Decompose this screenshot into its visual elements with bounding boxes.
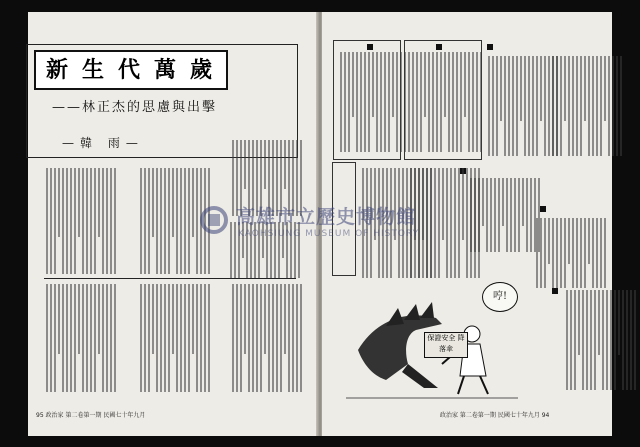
text-line: [196, 168, 198, 274]
text-line: [616, 56, 618, 156]
text-line: [584, 218, 586, 288]
text-line: [528, 56, 530, 156]
text-line: [584, 56, 586, 121]
text-line: [248, 284, 250, 392]
text-line: [412, 52, 414, 152]
text-line: [564, 56, 566, 121]
text-line: [400, 52, 402, 152]
watermark-subtitle: KAOHSIUNG MUSEUM OF HISTORY: [238, 229, 420, 239]
cartoon-sign: 保證安全 降落傘: [424, 332, 468, 358]
text-line: [572, 218, 574, 288]
text-line: [580, 56, 582, 156]
text-line: [344, 52, 346, 152]
text-line: [276, 284, 278, 392]
text-line: [520, 56, 522, 121]
text-line: [436, 52, 438, 152]
text-line: [432, 52, 434, 152]
text-line: [82, 284, 84, 392]
text-line: [244, 140, 246, 189]
text-line: [460, 52, 462, 152]
text-line: [608, 56, 610, 156]
text-line: [536, 218, 538, 288]
text-line: [384, 52, 386, 152]
text-line: [140, 168, 142, 274]
text-line: [548, 56, 550, 156]
text-line: [512, 56, 514, 156]
section-marker: [552, 288, 558, 294]
text-line: [488, 56, 490, 156]
article-subtitle: ——林正杰的思慮與出擊: [52, 100, 218, 115]
speech-bubble: 哼!: [482, 282, 518, 312]
text-line: [176, 168, 178, 274]
text-line: [148, 284, 150, 392]
text-line: [594, 290, 596, 390]
text-line: [518, 178, 520, 252]
text-line: [90, 284, 92, 392]
text-line: [376, 52, 378, 152]
text-line: [532, 56, 534, 156]
text-line: [568, 218, 570, 264]
text-line: [188, 168, 190, 274]
article-author: —韓 雨—: [62, 136, 144, 150]
text-line: [560, 218, 562, 288]
text-line: [634, 290, 636, 390]
text-line: [172, 168, 174, 237]
text-line: [404, 52, 406, 152]
text-line: [272, 284, 274, 392]
text-line: [540, 56, 542, 121]
text-line: [448, 52, 450, 152]
text-line: [574, 290, 576, 390]
text-line: [284, 284, 286, 354]
text-line: [352, 52, 354, 117]
text-line: [408, 52, 410, 152]
text-line: [544, 56, 546, 156]
text-line: [556, 56, 558, 156]
section-marker: [487, 44, 493, 50]
text-line: [592, 218, 594, 288]
text-line: [180, 284, 182, 392]
text-line: [536, 56, 538, 156]
text-line: [348, 52, 350, 152]
section-marker: [436, 44, 442, 50]
text-line: [260, 284, 262, 392]
text-line: [490, 178, 492, 252]
text-line: [604, 56, 606, 121]
text-line: [544, 218, 546, 288]
text-line: [54, 284, 56, 392]
text-line: [208, 284, 210, 392]
text-line: [102, 284, 104, 392]
text-line: [160, 284, 162, 392]
text-line: [54, 168, 56, 274]
text-line: [492, 56, 494, 156]
text-line: [110, 284, 112, 392]
text-line: [62, 168, 64, 274]
text-line: [264, 284, 266, 354]
text-line: [610, 290, 612, 390]
text-line: [152, 168, 154, 237]
text-line: [496, 56, 498, 156]
text-line: [74, 284, 76, 392]
text-line: [580, 218, 582, 288]
text-line: [78, 284, 80, 354]
column-divider: [44, 278, 296, 279]
text-line: [268, 284, 270, 392]
text-line: [570, 290, 572, 390]
text-line: [552, 56, 554, 156]
text-column-block: [488, 56, 558, 156]
text-line: [444, 52, 446, 117]
text-line: [78, 168, 80, 237]
text-line: [588, 218, 590, 264]
text-column-block: [232, 284, 302, 392]
text-line: [148, 168, 150, 274]
text-line: [144, 284, 146, 392]
text-line: [356, 52, 358, 152]
text-column-block: [140, 284, 210, 392]
text-line: [568, 56, 570, 156]
text-line: [502, 178, 504, 226]
text-line: [470, 178, 472, 252]
text-line: [50, 168, 52, 274]
text-line: [596, 218, 598, 288]
text-line: [588, 56, 590, 156]
text-line: [156, 284, 158, 392]
text-line: [564, 218, 566, 288]
text-line: [526, 178, 528, 252]
text-line: [204, 284, 206, 392]
text-line: [466, 168, 468, 278]
text-line: [176, 284, 178, 392]
text-line: [622, 290, 624, 390]
text-line: [144, 168, 146, 274]
text-line: [530, 178, 532, 252]
text-line: [372, 52, 374, 117]
text-line: [596, 56, 598, 156]
text-column-block: [566, 290, 636, 390]
text-line: [340, 52, 342, 152]
text-line: [240, 284, 242, 392]
text-line: [102, 168, 104, 274]
text-line: [504, 56, 506, 156]
text-line: [70, 168, 72, 274]
text-line: [388, 52, 390, 152]
text-line: [94, 284, 96, 392]
left-page-footer: 95 政治家 第二卷第一期 民國七十年九月: [36, 412, 146, 419]
text-line: [74, 168, 76, 274]
text-line: [114, 168, 116, 274]
text-line: [456, 52, 458, 152]
text-line: [46, 284, 48, 392]
text-line: [494, 178, 496, 252]
text-line: [284, 140, 286, 189]
text-line: [606, 290, 608, 390]
text-line: [572, 56, 574, 156]
text-line: [582, 290, 584, 390]
text-line: [164, 168, 166, 274]
text-column-block: [46, 284, 116, 392]
text-line: [196, 284, 198, 392]
text-line: [62, 284, 64, 392]
text-column-block: [46, 168, 116, 274]
article-title: 新生代萬歲: [46, 57, 227, 83]
text-line: [420, 52, 422, 152]
text-column-block: [536, 218, 606, 288]
text-line: [560, 56, 562, 156]
text-line: [236, 284, 238, 392]
text-line: [600, 56, 602, 156]
text-column-block: [340, 52, 410, 152]
text-line: [424, 52, 426, 117]
text-line: [160, 168, 162, 274]
watermark-title: 高雄市立歷史博物館: [236, 206, 417, 228]
text-line: [58, 168, 60, 237]
text-line: [264, 140, 266, 189]
text-line: [586, 290, 588, 390]
text-line: [522, 178, 524, 226]
text-column-block: [470, 178, 540, 252]
text-line: [462, 168, 464, 240]
text-line: [602, 290, 604, 390]
text-line: [396, 52, 398, 152]
text-line: [66, 284, 68, 392]
text-line: [98, 168, 100, 237]
text-line: [46, 168, 48, 274]
text-line: [452, 52, 454, 152]
text-line: [188, 284, 190, 392]
text-line: [620, 56, 622, 156]
text-line: [66, 168, 68, 274]
text-line: [540, 218, 542, 288]
text-line: [106, 284, 108, 392]
text-line: [578, 290, 580, 355]
text-line: [86, 168, 88, 274]
text-line: [478, 178, 480, 252]
text-line: [192, 168, 194, 237]
text-line: [416, 52, 418, 152]
text-line: [428, 52, 430, 152]
text-line: [468, 52, 470, 152]
text-line: [498, 178, 500, 252]
text-line: [440, 52, 442, 152]
section-marker: [367, 44, 373, 50]
text-line: [508, 56, 510, 156]
text-line: [598, 290, 600, 355]
text-line: [618, 290, 620, 355]
text-line: [296, 284, 298, 392]
text-line: [192, 284, 194, 354]
text-line: [168, 284, 170, 392]
text-column-block: [412, 52, 482, 152]
text-line: [516, 56, 518, 156]
text-column-block: [552, 56, 622, 156]
text-line: [152, 284, 154, 354]
text-line: [106, 168, 108, 274]
text-line: [114, 284, 116, 392]
text-line: [524, 56, 526, 156]
text-line: [184, 284, 186, 392]
text-line: [552, 218, 554, 288]
text-line: [604, 218, 606, 288]
text-line: [480, 52, 482, 152]
text-line: [140, 284, 142, 392]
text-line: [288, 284, 290, 392]
text-line: [600, 218, 602, 288]
text-line: [592, 56, 594, 156]
text-line: [506, 178, 508, 252]
text-line: [476, 52, 478, 152]
text-line: [70, 284, 72, 392]
section-marker: [540, 206, 546, 212]
text-line: [90, 168, 92, 274]
text-line: [614, 290, 616, 390]
text-line: [98, 284, 100, 354]
text-line: [292, 284, 294, 392]
text-line: [232, 284, 234, 392]
text-line: [392, 52, 394, 117]
text-line: [280, 284, 282, 392]
text-line: [172, 284, 174, 354]
text-line: [576, 218, 578, 288]
text-line: [200, 284, 202, 392]
text-line: [244, 284, 246, 354]
text-line: [168, 168, 170, 274]
text-line: [630, 290, 632, 390]
text-line: [474, 178, 476, 252]
text-line: [110, 168, 112, 274]
text-line: [256, 284, 258, 392]
text-line: [612, 56, 614, 156]
text-line: [50, 284, 52, 392]
text-line: [164, 284, 166, 392]
text-line: [368, 52, 370, 152]
text-line: [86, 284, 88, 392]
text-line: [576, 56, 578, 156]
text-line: [180, 168, 182, 274]
text-line: [58, 284, 60, 354]
text-line: [94, 168, 96, 274]
text-line: [156, 168, 158, 274]
text-line: [486, 178, 488, 252]
text-line: [590, 290, 592, 390]
text-line: [548, 218, 550, 264]
text-line: [500, 56, 502, 121]
text-line: [364, 52, 366, 152]
right-page-footer: 政治家 第二卷第一期 民國七十年九月 94: [440, 412, 550, 419]
text-line: [380, 52, 382, 152]
text-line: [514, 178, 516, 252]
text-line: [82, 168, 84, 274]
article-title-box: [34, 50, 228, 90]
text-line: [360, 52, 362, 152]
text-line: [556, 218, 558, 288]
text-line: [252, 284, 254, 392]
text-line: [184, 168, 186, 274]
text-line: [566, 290, 568, 390]
text-line: [472, 52, 474, 152]
text-line: [626, 290, 628, 390]
text-line: [300, 284, 302, 392]
text-line: [464, 52, 466, 117]
text-line: [482, 178, 484, 226]
text-line: [510, 178, 512, 252]
